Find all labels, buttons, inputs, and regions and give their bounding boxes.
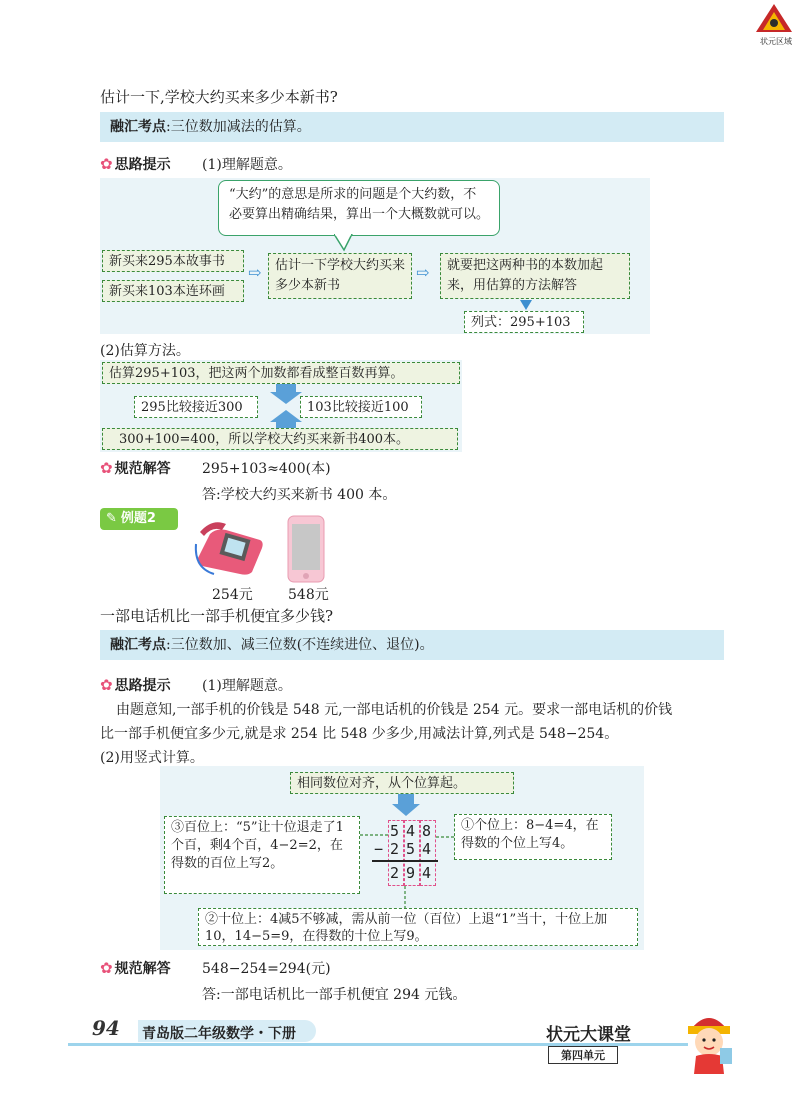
example-badge: ✎ 例题2 <box>100 508 178 530</box>
estimate-top-box: 估算295+103，把这两个加数都看成整百数再算。 <box>102 362 460 384</box>
digit: 4 <box>422 840 432 858</box>
digit: 4 <box>422 864 432 882</box>
digit: 5 <box>406 840 416 858</box>
answer-heading-1: ✿ 规范解答 <box>100 459 171 477</box>
known-condition-2: 新买来103本连环画 <box>102 280 244 302</box>
hint-heading-2: ✿ 思路提示 <box>100 676 171 694</box>
telephone-price: 254元 <box>212 587 253 603</box>
estimate-bottom-box: 300+100=400，所以学校大约买来新书400本。 <box>102 428 458 450</box>
hint-heading-1: ✿ 思路提示 <box>100 155 171 173</box>
key-point-band-2 <box>100 630 724 660</box>
hint-paragraph-line-1: 由题意知,一部手机的价钱是 548 元,一部电话机的价钱是 254 元。要求一部电话机的价钱 <box>116 702 673 718</box>
corner-logo-icon <box>752 2 796 36</box>
explanation-bubble: “大约”的意思是所求的问题是个大约数，不必要算出精确结果，算出一个大概数就可以。 <box>218 180 500 236</box>
question-2: 一部电话机比一部手机便宜多少钱? <box>100 607 334 625</box>
down-arrow-icon <box>390 794 422 818</box>
flow-arrow-icon: ⇨ <box>416 263 430 282</box>
telephone-image <box>192 514 268 578</box>
answer-equation-2: 548−254=294(元) <box>202 961 331 977</box>
digit: 9 <box>406 864 416 882</box>
subtraction-line <box>372 860 438 862</box>
known-condition-1: 新买来295本故事书 <box>102 250 244 272</box>
hint-paragraph-line-2: 比一部手机便宜多少元,就是求 254 比 548 少多少,用减法计算,列式是 548−254。 <box>100 726 619 742</box>
digit: 5 <box>390 822 400 840</box>
answer-text-2: 答:一部电话机比一部手机便宜 294 元钱。 <box>202 987 467 1003</box>
flow-arrow-icon: ⇨ <box>248 263 262 282</box>
flower-icon: ✿ <box>100 676 113 694</box>
flower-icon: ✿ <box>100 959 113 977</box>
tens-note: ②十位上：4减5不够减，需从前一位（百位）上退“1”当十，十位上加10，14−5=9，在得数的十位上写9。 <box>198 908 638 946</box>
mobile-phone-image <box>286 514 326 584</box>
unit-label: 第四单元 <box>548 1046 618 1064</box>
hint-step-2: (1)理解题意。 <box>202 678 292 694</box>
brand-name: 状元大课堂 <box>546 1025 631 1045</box>
mobile-price: 548元 <box>288 587 329 603</box>
up-arrow-icon <box>268 408 304 430</box>
digit: 4 <box>406 822 416 840</box>
vertical-subtraction <box>368 820 458 886</box>
digit: 8 <box>422 822 432 840</box>
bubble-tail <box>334 234 358 252</box>
flower-icon: ✿ <box>100 459 113 477</box>
answer-equation-1: 295+103≈400(本) <box>202 461 331 477</box>
vertical-step-heading: (2)用竖式计算。 <box>100 750 204 766</box>
down-arrow-icon <box>268 384 304 406</box>
key-point-text: :三位数加减法的估算。 <box>166 119 311 135</box>
connector-line <box>400 886 410 910</box>
hundreds-note: ③百位上：“5”让十位退走了1个百，剩4个百，4−2=2，在得数的百位上写2。 <box>164 816 360 894</box>
key-point-label: 融汇考点 <box>110 119 166 135</box>
pencil-icon: ✎ <box>106 511 117 526</box>
page-number: 94 <box>92 1016 120 1040</box>
method-box: 就要把这两种书的本数加起来，用估算的方法解答 <box>440 253 630 299</box>
ones-note: ①个位上：8−4=4，在得数的个位上写4。 <box>454 814 612 860</box>
question-box: 估计一下学校大约买来多少本新书 <box>268 253 412 299</box>
mascot-image <box>676 1008 742 1076</box>
answer-heading-2: ✿ 规范解答 <box>100 959 171 977</box>
key-point-label: 融汇考点 <box>110 637 166 653</box>
book-title: 青岛版二年级数学・下册 <box>142 1026 296 1042</box>
estimate-right-box: 103比较接近100 <box>300 396 422 418</box>
alignment-note: 相同数位对齐，从个位算起。 <box>290 772 514 794</box>
question-1: 估计一下,学校大约买来多少本新书? <box>100 88 338 106</box>
hint-step-1: (1)理解题意。 <box>202 157 292 173</box>
digit: 2 <box>390 840 400 858</box>
digit: 2 <box>390 864 400 882</box>
estimate-left-box: 295比较接近300 <box>134 396 258 418</box>
key-point-band-1 <box>100 112 724 142</box>
formula-box: 列式：295+103 <box>464 311 584 333</box>
flower-icon: ✿ <box>100 155 113 173</box>
corner-logo-text: 状元区域 <box>760 37 792 46</box>
minus-sign: − <box>374 840 384 858</box>
estimate-step-heading: (2)估算方法。 <box>100 343 190 359</box>
key-point-text: :三位数加、减三位数(不连续进位、退位)。 <box>166 637 434 653</box>
answer-text-1: 答:学校大约买来新书 400 本。 <box>202 487 397 503</box>
connector-line <box>436 832 456 842</box>
